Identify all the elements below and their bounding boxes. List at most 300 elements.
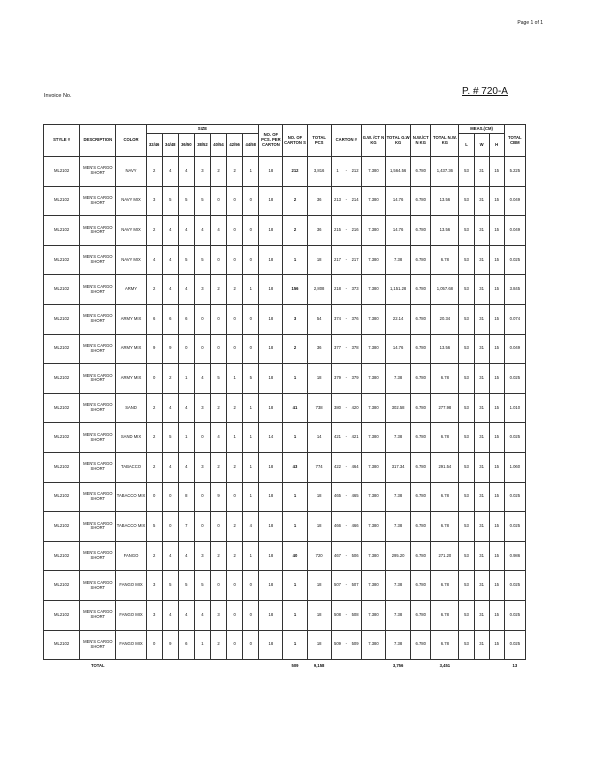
cell-size: 4 [162, 216, 178, 246]
cell-meas-w: 31 [474, 245, 489, 275]
cell-gw-per-carton: 7.380 [361, 393, 385, 423]
cell-size: 1 [243, 482, 259, 512]
cell-size: 0 [227, 482, 243, 512]
cell-total-cbm: 0.049 [504, 186, 525, 216]
cell-size: 1 [243, 423, 259, 453]
cell-total-nw: 291.54 [431, 452, 459, 482]
cell-nw-per-carton: 6.780 [411, 364, 431, 394]
cell-total-nw: 6.78 [431, 364, 459, 394]
cell-description: MEN'S CARGO SHORT [80, 512, 116, 542]
cell-size: 4 [162, 157, 178, 187]
cell-pcs-per-carton: 18 [259, 600, 283, 630]
cell-carton-to: 507 [349, 571, 361, 601]
cell-size: 2 [227, 157, 243, 187]
cell-size: 0 [194, 304, 210, 334]
cell-size: 4 [210, 216, 226, 246]
cell-size: 5 [162, 571, 178, 601]
cell-size: 4 [178, 216, 194, 246]
cell-meas-l: 53 [459, 482, 474, 512]
cell-size: 0 [194, 512, 210, 542]
cell-color: SAND [116, 393, 146, 423]
cell-color: TABACCO [116, 452, 146, 482]
cell-size: 2 [162, 364, 178, 394]
cell-no-of-cartons: 1 [283, 245, 307, 275]
cell-total-nw: 6.78 [431, 571, 459, 601]
cell-nw-per-carton: 6.780 [411, 600, 431, 630]
cell-color: ARMY MIX [116, 364, 146, 394]
cell-description: MEN'S CARGO SHORT [80, 452, 116, 482]
cell-meas-l: 53 [459, 245, 474, 275]
cell-meas-h: 15 [489, 452, 504, 482]
cell-gw-per-carton: 7.380 [361, 452, 385, 482]
cell-size: 0 [227, 245, 243, 275]
cell-size: 2 [210, 275, 226, 305]
cell-total-nw: 6.78 [431, 482, 459, 512]
cell-size: 5 [178, 186, 194, 216]
cell-gw-per-carton: 7.380 [361, 216, 385, 246]
cell-meas-w: 31 [474, 452, 489, 482]
cell-description: MEN'S CARGO SHORT [80, 275, 116, 305]
cell-total-nw: 13.56 [431, 186, 459, 216]
cell-size: 4 [162, 541, 178, 571]
packing-list-table [43, 124, 526, 672]
cell-description: MEN'S CARGO SHORT [80, 186, 116, 216]
cell-size: 9 [162, 630, 178, 660]
table-row [44, 186, 526, 216]
cell-total-gw: 14.76 [386, 216, 411, 246]
cell-meas-l: 53 [459, 275, 474, 305]
cell-carton-from: 466 [331, 512, 343, 542]
cell-meas-h: 15 [489, 482, 504, 512]
cell-size: 6 [162, 304, 178, 334]
cell-size: 3 [146, 186, 162, 216]
cell-no-of-cartons: 156 [283, 275, 307, 305]
header-size-col: 40/54 [210, 134, 226, 157]
cell-carton-to: 421 [349, 423, 361, 453]
cell-size: 1 [178, 423, 194, 453]
cell-size: 4 [194, 600, 210, 630]
cell-carton-from: 377 [331, 334, 343, 364]
cell-size: 2 [210, 157, 226, 187]
cell-size: 0 [146, 364, 162, 394]
cell-size: 0 [210, 245, 226, 275]
cell-gw-per-carton: 7.380 [361, 482, 385, 512]
cell-total-nw: 20.34 [431, 304, 459, 334]
header-style: STYLE # [44, 125, 80, 157]
table-row [44, 245, 526, 275]
cell-no-of-cartons: 212 [283, 157, 307, 187]
cell-carton-from: 421 [331, 423, 343, 453]
cell-total-cbm: 0.025 [504, 364, 525, 394]
cell-size: 0 [178, 334, 194, 364]
header-size-col: 44/58 [243, 134, 259, 157]
cell-total-gw: 7.38 [386, 571, 411, 601]
table-row [44, 452, 526, 482]
cell-size: 0 [162, 512, 178, 542]
cell-total-cbm: 1.060 [504, 452, 525, 482]
cell-total-gw: 7.38 [386, 482, 411, 512]
cell-size: 0 [210, 304, 226, 334]
cell-size: 3 [194, 393, 210, 423]
cell-total-pcs: 18 [307, 482, 331, 512]
cell-size: 4 [146, 245, 162, 275]
cell-total-pcs: 36 [307, 216, 331, 246]
cell-no-of-cartons: 3 [283, 304, 307, 334]
cell-style: ML2102 [44, 245, 80, 275]
cell-description: MEN'S CARGO SHORT [80, 600, 116, 630]
cell-size: 9 [162, 334, 178, 364]
cell-size: 4 [178, 600, 194, 630]
cell-style: ML2102 [44, 304, 80, 334]
cell-no-of-cartons: 2 [283, 186, 307, 216]
cell-size: 0 [227, 571, 243, 601]
cell-description: MEN'S CARGO SHORT [80, 334, 116, 364]
cell-total-cbm: 1.010 [504, 393, 525, 423]
header-meas-l: L [459, 134, 474, 157]
cell-total-gw: 302.58 [386, 393, 411, 423]
cell-total-pcs: 720 [307, 541, 331, 571]
cell-size: 4 [162, 245, 178, 275]
cell-style: ML2102 [44, 423, 80, 453]
cell-meas-h: 15 [489, 541, 504, 571]
table-row [44, 364, 526, 394]
cell-total-gw: 1,564.56 [386, 157, 411, 187]
cell-gw-per-carton: 7.380 [361, 571, 385, 601]
cell-meas-h: 15 [489, 630, 504, 660]
cell-gw-per-carton: 7.380 [361, 423, 385, 453]
cell-size: 4 [194, 364, 210, 394]
cell-total-cbm: 0.025 [504, 423, 525, 453]
cell-meas-l: 53 [459, 304, 474, 334]
header-total-nw: TOTAL N.W. KG [431, 125, 459, 157]
cell-size: 4 [243, 512, 259, 542]
cell-total-cbm: 0.025 [504, 600, 525, 630]
cell-size: 4 [210, 423, 226, 453]
cell-size: 2 [227, 452, 243, 482]
cell-total-gw: 7.38 [386, 245, 411, 275]
cell-carton-to: 466 [349, 512, 361, 542]
cell-nw-per-carton: 6.780 [411, 275, 431, 305]
header-total-pcs: TOTAL PCS [307, 125, 331, 157]
cell-meas-w: 31 [474, 512, 489, 542]
cell-size: 0 [243, 630, 259, 660]
cell-nw-per-carton: 6.780 [411, 630, 431, 660]
cell-meas-h: 15 [489, 245, 504, 275]
cell-meas-l: 53 [459, 216, 474, 246]
cell-carton-from: 507 [331, 571, 343, 601]
cell-total-pcs: 2,808 [307, 275, 331, 305]
cell-size: 0 [227, 600, 243, 630]
cell-total-cbm: 5.225 [504, 157, 525, 187]
cell-carton-from: 217 [331, 245, 343, 275]
cell-size: 1 [243, 157, 259, 187]
table-body [44, 157, 526, 660]
cell-style: ML2102 [44, 216, 80, 246]
header-nw-per-carton: N.W./CT N KG [411, 125, 431, 157]
cell-carton-dash: - [343, 275, 349, 305]
cell-nw-per-carton: 6.780 [411, 186, 431, 216]
cell-size: 2 [146, 393, 162, 423]
cell-pcs-per-carton: 18 [259, 334, 283, 364]
header-size-col: 42/56 [227, 134, 243, 157]
cell-total-pcs: 18 [307, 600, 331, 630]
cell-color: FANGO MIX [116, 600, 146, 630]
header-color: COLOR [116, 125, 146, 157]
cell-carton-from: 215 [331, 216, 343, 246]
cell-carton-dash: - [343, 423, 349, 453]
header-no-of-cartons: NO. OF CARTON S [283, 125, 307, 157]
cell-nw-per-carton: 6.780 [411, 157, 431, 187]
cell-size: 1 [194, 630, 210, 660]
cell-size: 0 [227, 304, 243, 334]
cell-size: 9 [146, 334, 162, 364]
cell-pcs-per-carton: 14 [259, 423, 283, 453]
cell-meas-l: 53 [459, 157, 474, 187]
table-row [44, 423, 526, 453]
cell-meas-w: 31 [474, 304, 489, 334]
cell-meas-w: 31 [474, 275, 489, 305]
cell-total-pcs: 18 [307, 571, 331, 601]
cell-description: MEN'S CARGO SHORT [80, 630, 116, 660]
cell-color: ARMY MIX [116, 304, 146, 334]
cell-size: 4 [162, 275, 178, 305]
cell-style: ML2102 [44, 275, 80, 305]
cell-size: 1 [243, 452, 259, 482]
cell-pcs-per-carton: 18 [259, 512, 283, 542]
cell-meas-h: 15 [489, 304, 504, 334]
cell-carton-to: 465 [349, 482, 361, 512]
cell-color: TABACCO MIX [116, 512, 146, 542]
cell-pcs-per-carton: 18 [259, 630, 283, 660]
cell-carton-to: 214 [349, 186, 361, 216]
cell-color: NAVY [116, 157, 146, 187]
cell-no-of-cartons: 1 [283, 571, 307, 601]
cell-size: 1 [227, 364, 243, 394]
cell-size: 1 [243, 541, 259, 571]
cell-gw-per-carton: 7.380 [361, 334, 385, 364]
cell-total-cbm: 0.025 [504, 512, 525, 542]
cell-meas-h: 15 [489, 423, 504, 453]
cell-color: FANGO MIX [116, 571, 146, 601]
cell-carton-from: 465 [331, 482, 343, 512]
cell-size: 0 [146, 482, 162, 512]
cell-description: MEN'S CARGO SHORT [80, 157, 116, 187]
table-header [44, 125, 526, 157]
cell-total-nw: 271.20 [431, 541, 459, 571]
cell-pcs-per-carton: 18 [259, 393, 283, 423]
table-row [44, 512, 526, 542]
cell-carton-dash: - [343, 216, 349, 246]
cell-carton-dash: - [343, 393, 349, 423]
cell-pcs-per-carton: 18 [259, 482, 283, 512]
header-gw-per-carton: G.W. /CT N KG [361, 125, 385, 157]
cell-total-pcs: 774 [307, 452, 331, 482]
header-meas: MEAS.(CM) [459, 125, 504, 134]
cell-pcs-per-carton: 18 [259, 452, 283, 482]
cell-carton-to: 378 [349, 334, 361, 364]
cell-meas-w: 31 [474, 334, 489, 364]
header-pcs-per-carton: NO. OF PCS. PER CARTON [259, 125, 283, 157]
cell-size: 5 [194, 245, 210, 275]
cell-meas-l: 53 [459, 393, 474, 423]
po-number-title: P. # 720-A [462, 86, 508, 97]
cell-total-nw: 1,437.36 [431, 157, 459, 187]
cell-carton-to: 464 [349, 452, 361, 482]
cell-meas-h: 15 [489, 334, 504, 364]
cell-pcs-per-carton: 18 [259, 186, 283, 216]
table-row [44, 571, 526, 601]
cell-meas-w: 31 [474, 393, 489, 423]
cell-size: 2 [227, 512, 243, 542]
cell-total-cbm: 0.025 [504, 245, 525, 275]
cell-meas-h: 15 [489, 216, 504, 246]
cell-gw-per-carton: 7.380 [361, 512, 385, 542]
cell-size: 0 [210, 186, 226, 216]
cell-total-pcs: 18 [307, 512, 331, 542]
cell-total-pcs: 54 [307, 304, 331, 334]
cell-carton-from: 213 [331, 186, 343, 216]
cell-total-gw: 7.38 [386, 630, 411, 660]
cell-description: MEN'S CARGO SHORT [80, 304, 116, 334]
cell-color: SAND MIX [116, 423, 146, 453]
cell-description: MEN'S CARGO SHORT [80, 216, 116, 246]
cell-total-nw: 6.78 [431, 630, 459, 660]
cell-size: 6 [178, 304, 194, 334]
cell-total-cbm: 0.025 [504, 630, 525, 660]
cell-size: 2 [210, 630, 226, 660]
cell-color: NAVY MIX [116, 186, 146, 216]
cell-color: ARMY MIX [116, 334, 146, 364]
cell-total-pcs: 36 [307, 186, 331, 216]
cell-carton-to: 506 [349, 541, 361, 571]
cell-meas-l: 53 [459, 186, 474, 216]
cell-total-pcs: 14 [307, 423, 331, 453]
cell-style: ML2102 [44, 186, 80, 216]
cell-total-nw: 6.78 [431, 600, 459, 630]
cell-carton-from: 508 [331, 600, 343, 630]
cell-carton-dash: - [343, 512, 349, 542]
cell-pcs-per-carton: 18 [259, 541, 283, 571]
cell-size: 6 [146, 304, 162, 334]
cell-total-cbm: 0.025 [504, 482, 525, 512]
cell-pcs-per-carton: 18 [259, 157, 283, 187]
cell-size: 1 [243, 393, 259, 423]
cell-total-cbm: 0.074 [504, 304, 525, 334]
cell-meas-w: 31 [474, 541, 489, 571]
cell-carton-from: 467 [331, 541, 343, 571]
cell-no-of-cartons: 1 [283, 364, 307, 394]
cell-carton-to: 212 [349, 157, 361, 187]
total-cbm: 13 [512, 662, 518, 668]
cell-carton-dash: - [343, 541, 349, 571]
cell-carton-to: 379 [349, 364, 361, 394]
cell-carton-from: 380 [331, 393, 343, 423]
cell-total-nw: 6.78 [431, 512, 459, 542]
cell-size: 0 [210, 334, 226, 364]
cell-carton-to: 420 [349, 393, 361, 423]
cell-meas-h: 15 [489, 571, 504, 601]
cell-size: 2 [146, 541, 162, 571]
cell-carton-from: 422 [331, 452, 343, 482]
cell-size: 3 [146, 600, 162, 630]
total-label: TOTAL [91, 662, 105, 668]
cell-carton-dash: - [343, 186, 349, 216]
cell-meas-l: 53 [459, 452, 474, 482]
cell-pcs-per-carton: 18 [259, 364, 283, 394]
cell-size: 0 [194, 482, 210, 512]
cell-total-gw: 7.38 [386, 600, 411, 630]
table-row [44, 541, 526, 571]
cell-gw-per-carton: 7.380 [361, 600, 385, 630]
cell-total-gw: 22.14 [386, 304, 411, 334]
cell-color: FANGO MIX [116, 630, 146, 660]
cell-meas-l: 53 [459, 571, 474, 601]
cell-meas-h: 15 [489, 600, 504, 630]
cell-meas-l: 53 [459, 630, 474, 660]
cell-size: 4 [178, 157, 194, 187]
cell-size: 0 [210, 571, 226, 601]
header-description: DESCRIPTION [80, 125, 116, 157]
cell-size: 0 [210, 512, 226, 542]
cell-size: 2 [227, 393, 243, 423]
cell-gw-per-carton: 7.380 [361, 157, 385, 187]
cell-size: 9 [210, 482, 226, 512]
cell-style: ML2102 [44, 512, 80, 542]
table-footer [44, 660, 526, 673]
cell-carton-dash: - [343, 157, 349, 187]
cell-size: 4 [162, 600, 178, 630]
cell-carton-to: 509 [349, 630, 361, 660]
cell-color: ARMY [116, 275, 146, 305]
cell-size: 0 [194, 423, 210, 453]
cell-gw-per-carton: 7.380 [361, 275, 385, 305]
cell-size: 4 [178, 541, 194, 571]
cell-size: 8 [178, 482, 194, 512]
cell-total-pcs: 18 [307, 630, 331, 660]
cell-size: 5 [178, 245, 194, 275]
cell-no-of-cartons: 1 [283, 512, 307, 542]
cell-carton-from: 1 [331, 157, 343, 187]
cell-color: TABACCO MIX [116, 482, 146, 512]
cell-size: 5 [162, 186, 178, 216]
total-pcs: 9,158 [313, 662, 325, 668]
header-size-col: 32/46 [146, 134, 162, 157]
cell-meas-l: 53 [459, 512, 474, 542]
cell-gw-per-carton: 7.380 [361, 245, 385, 275]
cell-nw-per-carton: 6.780 [411, 482, 431, 512]
cell-no-of-cartons: 40 [283, 541, 307, 571]
cell-total-gw: 317.34 [386, 452, 411, 482]
cell-total-nw: 277.98 [431, 393, 459, 423]
total-cartons: 509 [291, 662, 299, 668]
cell-size: 2 [210, 541, 226, 571]
cell-gw-per-carton: 7.380 [361, 364, 385, 394]
cell-no-of-cartons: 1 [283, 482, 307, 512]
cell-carton-dash: - [343, 482, 349, 512]
cell-nw-per-carton: 6.780 [411, 393, 431, 423]
cell-size: 5 [194, 186, 210, 216]
cell-carton-to: 373 [349, 275, 361, 305]
cell-size: 0 [243, 245, 259, 275]
header-total-cbm: TOTAL CBM [504, 125, 525, 157]
header-meas-h: H [489, 134, 504, 157]
cell-carton-from: 509 [331, 630, 343, 660]
cell-size: 5 [194, 571, 210, 601]
cell-size: 5 [178, 571, 194, 601]
cell-size: 4 [162, 393, 178, 423]
cell-style: ML2102 [44, 393, 80, 423]
header-size-col: 34/48 [162, 134, 178, 157]
